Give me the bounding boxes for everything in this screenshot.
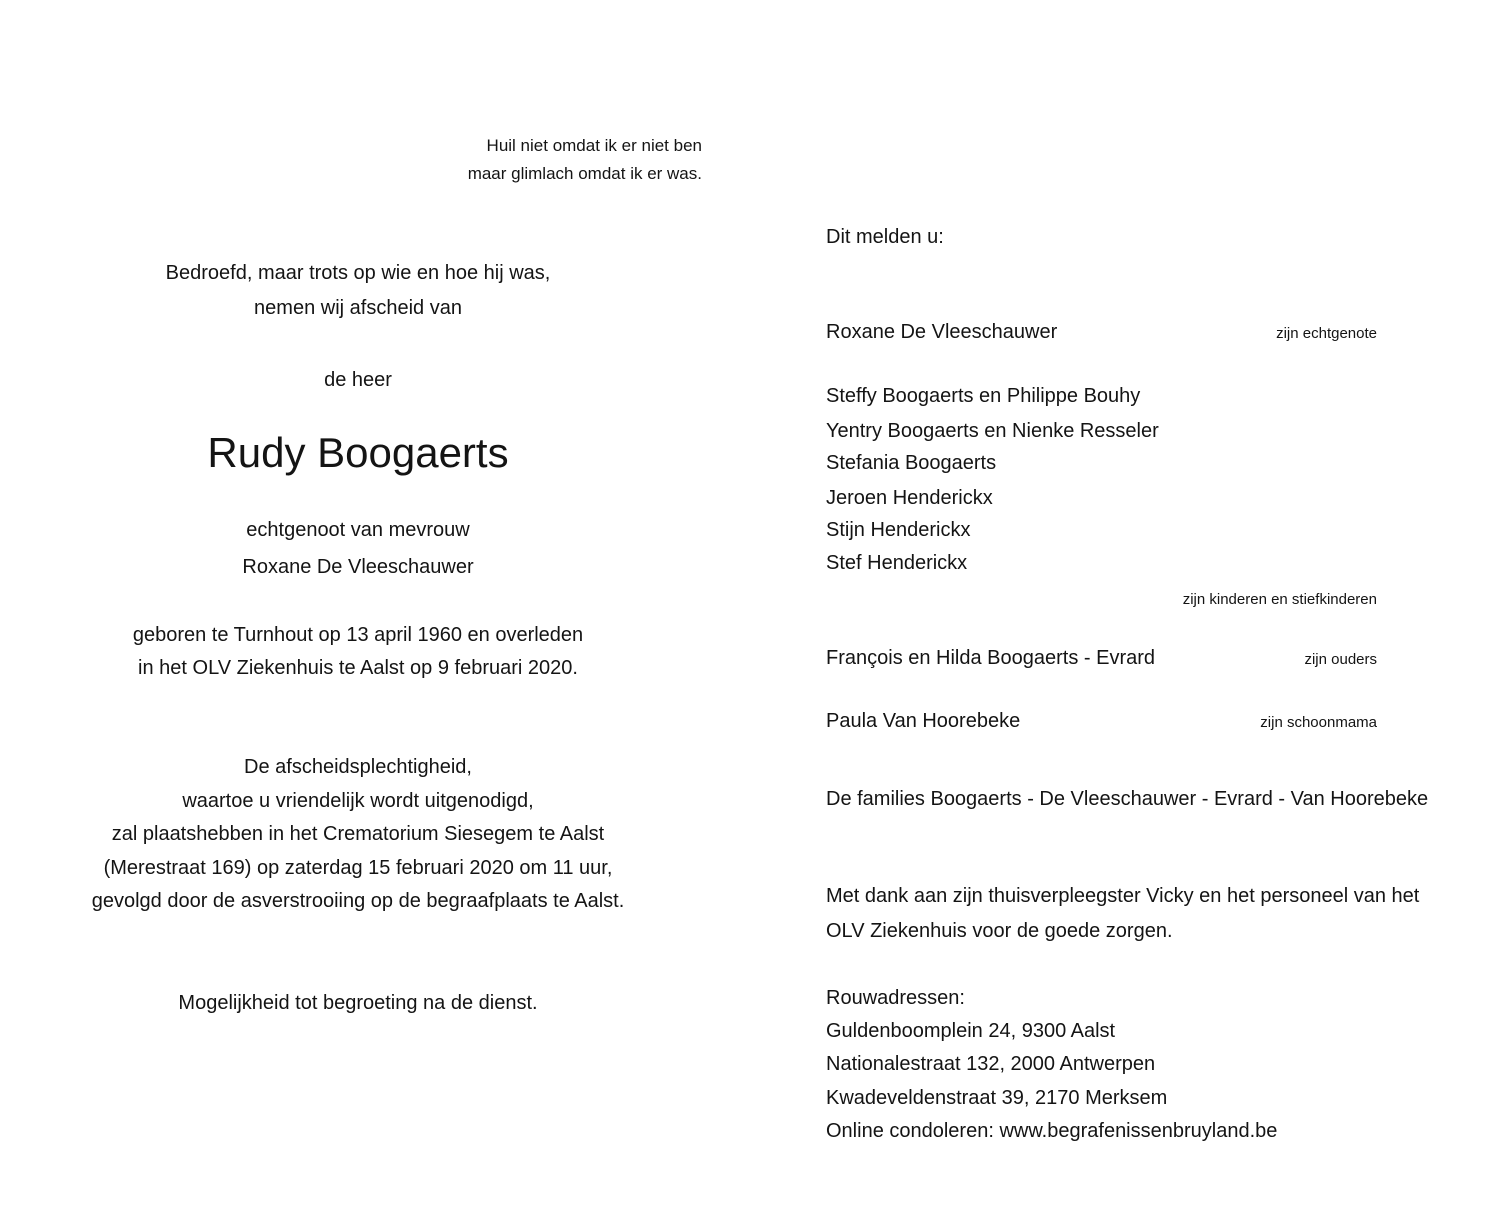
parents-role: zijn ouders [1304, 651, 1377, 668]
ceremony-line-5: gevolgd door de asverstrooiing op de begraafplaats te Aalst. [91, 890, 625, 912]
salutation: de heer [324, 369, 392, 391]
address-3: Kwadeveldenstraat 39, 2170 Merksem [826, 1087, 1168, 1109]
address-1: Guldenboomplein 24, 9300 Aalst [826, 1020, 1116, 1042]
intro-line-1: Bedroefd, maar trots op wie en hoe hij was, [165, 262, 551, 284]
child-1: Steffy Boogaerts en Philippe Bouhy [826, 385, 1141, 407]
children-role: zijn kinderen en stiefkinderen [1182, 591, 1377, 608]
address-2: Nationalestraat 132, 2000 Antwerpen [826, 1053, 1156, 1075]
child-2: Yentry Boogaerts en Nienke Resseler [826, 420, 1159, 442]
addresses-title: Rouwadressen: [826, 987, 965, 1009]
greeting-note: Mogelijkheid tot begroeting na de dienst. [178, 992, 538, 1014]
parents-name: François en Hilda Boogaerts - Evrard [826, 647, 1156, 669]
mother-in-law-role: zijn schoonmama [1260, 714, 1377, 731]
ceremony-line-3: zal plaatshebben in het Crematorium Siesegem te Aalst [111, 823, 605, 845]
families-line: De families Boogaerts - De Vleeschauwer - Evrard - Van Hoorebeke [826, 788, 1429, 810]
child-5: Stijn Henderickx [826, 519, 971, 541]
ceremony-line-1: De afscheidsplechtigheid, [244, 756, 472, 778]
child-4: Jeroen Henderickx [826, 487, 993, 509]
ceremony-line-4: (Merestraat 169) op zaterdag 15 februari 2020 om 11 uur, [103, 857, 613, 879]
spouse-name: Roxane De Vleeschauwer [826, 321, 1058, 343]
mother-in-law-name: Paula Van Hoorebeke [826, 710, 1021, 732]
birth-line-2: in het OLV Ziekenhuis te Aalst op 9 februari 2020. [138, 657, 578, 679]
thanks-line-2: OLV Ziekenhuis voor de goede zorgen. [826, 920, 1173, 942]
spouse-line-2: Roxane De Vleeschauwer [242, 556, 474, 578]
deceased-name: Rudy Boogaerts [207, 429, 509, 476]
online-condolence: Online condoleren: www.begrafenissenbruyland.be [826, 1120, 1278, 1142]
birth-line-1: geboren te Turnhout op 13 april 1960 en overleden [132, 624, 584, 646]
quote-line-1: Huil niet omdat ik er niet ben [486, 136, 702, 155]
quote-line-2: maar glimlach omdat ik er was. [467, 164, 702, 183]
child-6: Stef Henderickx [826, 552, 968, 574]
spouse-line-1: echtgenoot van mevrouw [246, 519, 470, 541]
intro-line-2: nemen wij afscheid van [254, 297, 462, 319]
announce-heading: Dit melden u: [826, 226, 944, 248]
spouse-role: zijn echtgenote [1276, 325, 1377, 342]
ceremony-line-2: waartoe u vriendelijk wordt uitgenodigd, [182, 790, 534, 812]
child-3: Stefania Boogaerts [826, 452, 997, 474]
thanks-line-1: Met dank aan zijn thuisverpleegster Vicky en het personeel van het [826, 885, 1420, 907]
